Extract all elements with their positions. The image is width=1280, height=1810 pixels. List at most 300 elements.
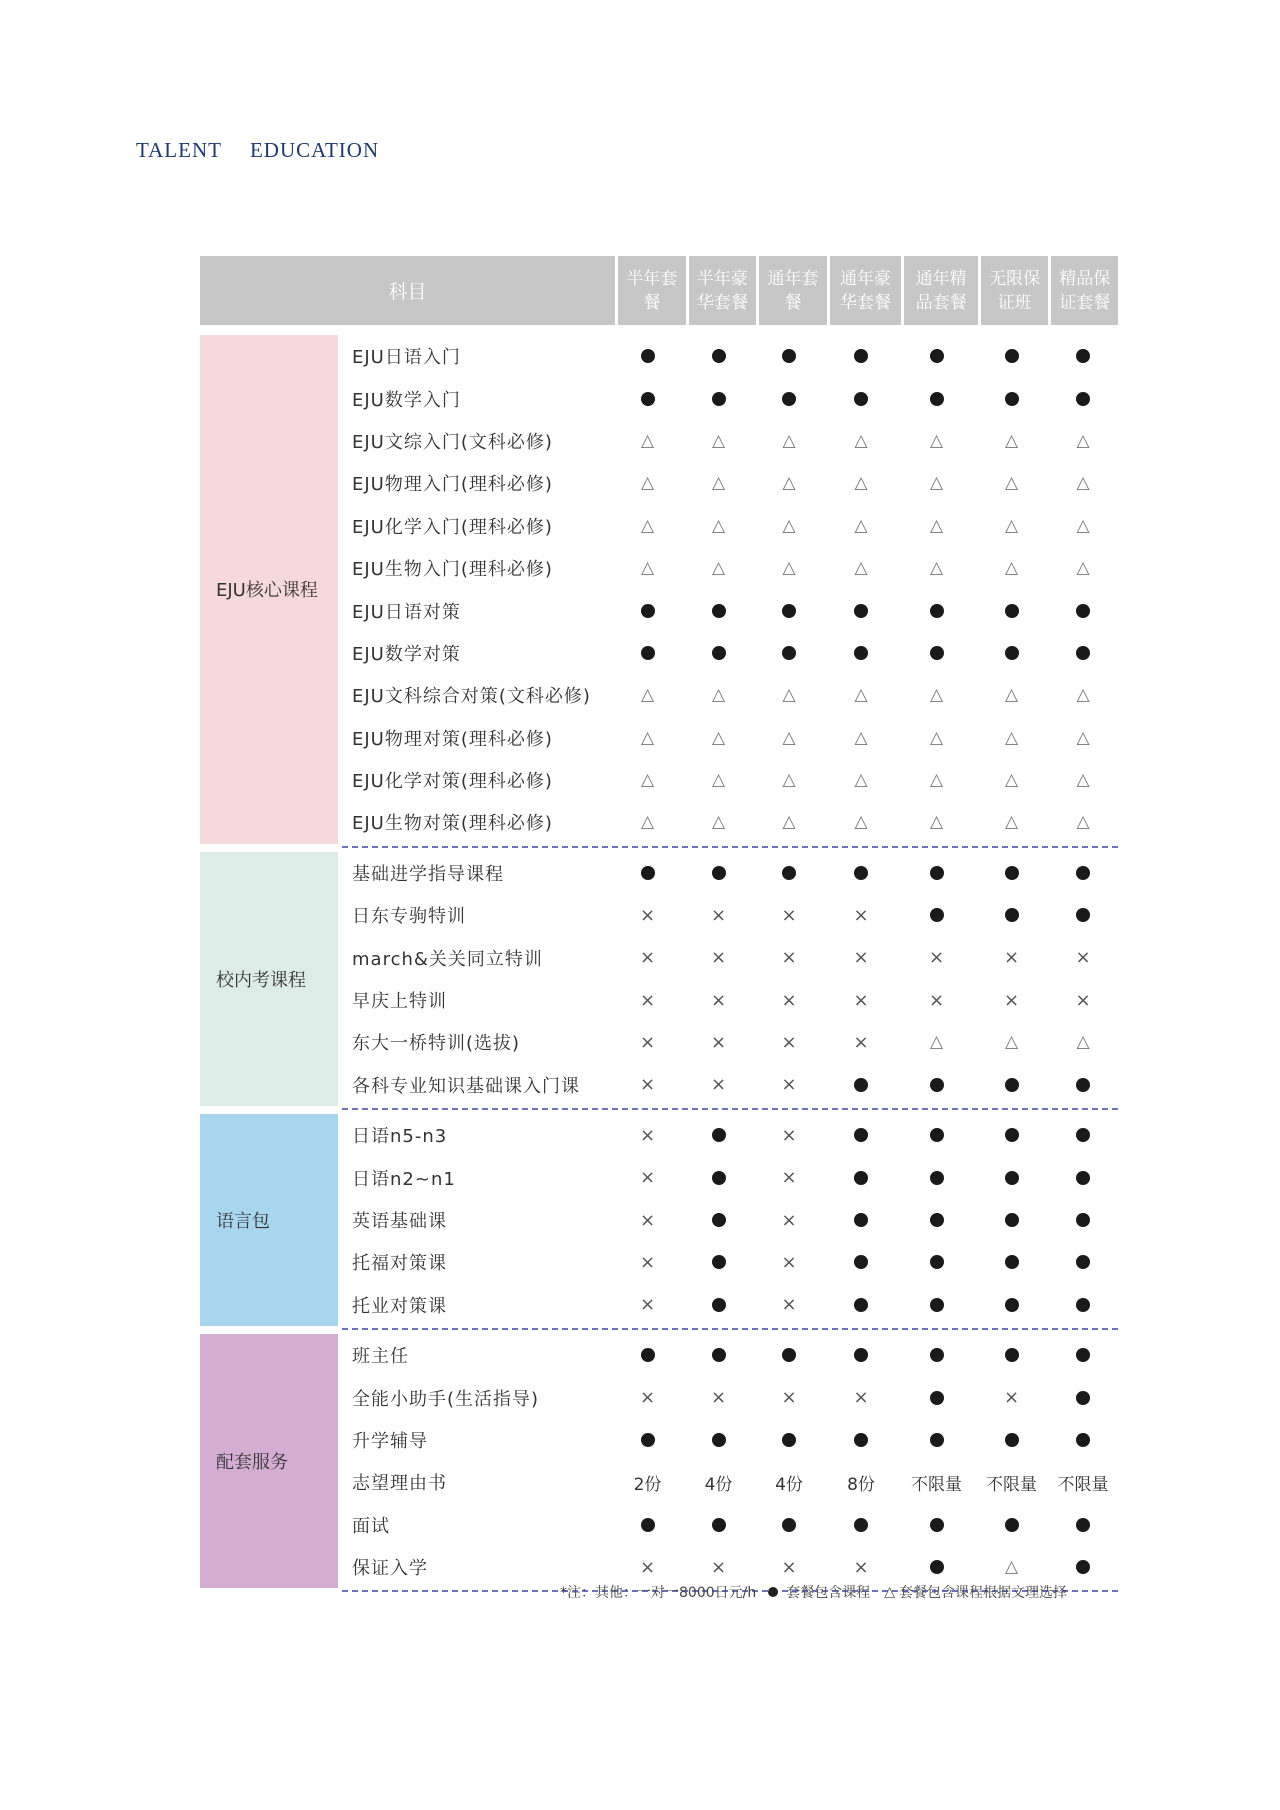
package-cell: [612, 1167, 683, 1188]
triangle-icon: △: [854, 685, 868, 706]
triangle-icon: △: [782, 770, 796, 791]
package-cell: [898, 1391, 975, 1405]
table-row: [342, 1419, 1118, 1461]
cross-icon: ×: [710, 1031, 727, 1053]
filled-dot-icon: [930, 866, 944, 880]
filled-dot-icon: [782, 1433, 796, 1447]
triangle-icon: △: [782, 558, 796, 579]
cross-icon: ×: [639, 1031, 656, 1053]
package-cell: [683, 604, 754, 618]
filled-dot-icon: [1076, 604, 1090, 618]
package-cell: [824, 1128, 898, 1142]
subject-name: 日语n2~n1: [352, 1168, 456, 1190]
cross-icon: ×: [928, 947, 945, 969]
package-cell: [754, 1074, 824, 1095]
package-cell: [683, 1348, 754, 1362]
table-row: [342, 547, 1118, 589]
filled-dot-icon: [1076, 1391, 1090, 1405]
package-cell: [754, 1348, 824, 1362]
package-cell: [754, 866, 824, 880]
package-cell: [1048, 728, 1118, 748]
package-cell: [683, 812, 754, 832]
package-cell: [1048, 866, 1118, 880]
cross-icon: ×: [781, 1251, 797, 1273]
cross-icon: ×: [1003, 989, 1020, 1011]
package-cell: [975, 1433, 1048, 1447]
filled-dot-icon: [1005, 1255, 1019, 1269]
package-cell: [612, 770, 683, 790]
subject-name: 托业对策课: [352, 1295, 447, 1317]
package-cell: [612, 1294, 683, 1315]
filled-dot-icon: [712, 1128, 726, 1142]
package-cell: [683, 1298, 754, 1312]
package-cell: [754, 349, 824, 363]
package-cell: [612, 1557, 683, 1578]
table-row: [342, 1241, 1118, 1283]
package-cell: [1048, 1433, 1118, 1447]
package-cell: [683, 431, 754, 451]
package-cell: [754, 770, 824, 790]
filled-dot-icon: [930, 1518, 944, 1532]
package-cell: [1048, 1032, 1118, 1052]
filled-dot-icon: [930, 1298, 944, 1312]
filled-dot-icon: [930, 349, 944, 363]
legend-note: [560, 1582, 1067, 1602]
package-cell: [1048, 908, 1118, 922]
triangle-icon: △: [711, 770, 726, 791]
package-cell: [898, 1433, 975, 1447]
table-row: [342, 1199, 1118, 1241]
table-section: [200, 1114, 1118, 1326]
cross-icon: ×: [781, 1031, 797, 1053]
cross-icon: ×: [710, 904, 727, 926]
package-cell: [612, 905, 683, 926]
package-cell: [754, 990, 824, 1011]
package-cell: [975, 728, 1048, 748]
quota-value: 不限量: [1057, 1474, 1109, 1495]
package-cell: [824, 349, 898, 363]
package-cell: [1048, 1171, 1118, 1185]
triangle-icon: △: [854, 812, 868, 833]
filled-dot-icon: [1076, 1298, 1090, 1312]
category-label: EJU核心课程: [200, 335, 338, 844]
filled-dot-icon: [641, 646, 655, 660]
triangle-icon: △: [854, 558, 868, 579]
package-cell: [683, 646, 754, 660]
table-row: [342, 1064, 1118, 1106]
table-section: [200, 852, 1118, 1106]
cross-icon: ×: [710, 989, 727, 1011]
package-cell: [898, 1560, 975, 1574]
triangle-icon: △: [1076, 812, 1090, 833]
cross-icon: ×: [639, 1387, 656, 1409]
package-cell: [1048, 1078, 1118, 1092]
table-section: [200, 1334, 1118, 1588]
subject-name: 面试: [352, 1515, 390, 1537]
package-cell: [1048, 990, 1118, 1011]
package-cell: [612, 558, 683, 578]
package-cell: [824, 1470, 898, 1495]
cross-icon: ×: [639, 1251, 656, 1273]
subject-column-header: 科目: [200, 256, 615, 325]
table-row: [342, 1156, 1118, 1198]
cross-icon: ×: [639, 947, 656, 969]
triangle-icon: △: [640, 727, 655, 748]
package-cell: [754, 1433, 824, 1447]
filled-dot-icon: [930, 392, 944, 406]
package-cell: [612, 1387, 683, 1408]
package-cell: [824, 431, 898, 451]
table-row: [342, 1461, 1118, 1503]
section-rows: [342, 1334, 1118, 1588]
subject-name: 早庆上特训: [352, 991, 447, 1013]
filled-dot-icon: [930, 1128, 944, 1142]
filled-dot-icon: [854, 1255, 868, 1269]
package-cell: [824, 558, 898, 578]
cross-icon: ×: [853, 947, 869, 969]
package-cell: [1048, 947, 1118, 968]
package-cell: [975, 604, 1048, 618]
brand-word-education: EDUCATION: [249, 138, 380, 162]
package-cell: [824, 1298, 898, 1312]
package-cell: [824, 473, 898, 493]
package-cell: [612, 947, 683, 968]
subject-name: EJU文综入门(文科必修): [352, 431, 553, 453]
cross-icon: ×: [1075, 947, 1091, 969]
package-cell: [824, 1518, 898, 1532]
package-cell: [754, 1518, 824, 1532]
subject-name: 保证入学: [352, 1558, 428, 1580]
cross-icon: ×: [710, 1074, 727, 1096]
package-cell: [612, 1252, 683, 1273]
triangle-icon: △: [1076, 473, 1090, 494]
table-row: [342, 674, 1118, 716]
package-cell: [754, 1210, 824, 1231]
package-cell: [824, 1032, 898, 1053]
filled-dot-icon: [930, 604, 944, 618]
package-cell: [898, 473, 975, 493]
cross-icon: ×: [928, 989, 945, 1011]
triangle-icon: △: [1004, 515, 1019, 536]
cross-icon: ×: [853, 1031, 869, 1053]
filled-dot-icon: [641, 1348, 655, 1362]
package-cell: [898, 431, 975, 451]
table-row: [342, 1376, 1118, 1418]
filled-dot-icon: [1005, 866, 1019, 880]
package-header: 精品保证套餐: [1051, 256, 1118, 325]
package-cell: [683, 1171, 754, 1185]
note-tri-label: 套餐包含课程根据文理选择: [899, 1585, 1067, 1601]
cross-icon: ×: [781, 947, 797, 969]
filled-dot-icon: [641, 349, 655, 363]
triangle-icon: △: [711, 812, 726, 833]
subject-name: 全能小助手(生活指导): [352, 1388, 540, 1410]
triangle-icon: △: [1004, 558, 1019, 579]
package-cell: [1048, 1348, 1118, 1362]
package-cell: [824, 1078, 898, 1092]
triangle-icon: △: [640, 473, 655, 494]
cross-icon: ×: [781, 989, 797, 1011]
package-cell: [683, 1255, 754, 1269]
cross-icon: ×: [853, 989, 869, 1011]
package-cell: [1048, 392, 1118, 406]
package-cell: [754, 431, 824, 451]
package-cell: [754, 1470, 824, 1495]
cross-icon: ×: [781, 1294, 797, 1316]
triangle-icon: △: [1076, 1032, 1090, 1053]
filled-dot-icon: [930, 646, 944, 660]
triangle-icon: △: [1004, 473, 1019, 494]
package-cell: [1048, 812, 1118, 832]
package-cell: [683, 1128, 754, 1142]
package-cell: [824, 516, 898, 536]
filled-dot-icon: [1076, 1128, 1090, 1142]
cross-icon: ×: [781, 1209, 797, 1231]
package-cell: [898, 866, 975, 880]
triangle-icon: △: [854, 515, 868, 536]
table-row: [342, 589, 1118, 631]
triangle-icon: △: [711, 727, 726, 748]
triangle-icon: △: [1076, 685, 1090, 706]
package-cell: [683, 473, 754, 493]
filled-dot-icon: [1005, 646, 1019, 660]
triangle-icon: △: [1076, 558, 1090, 579]
filled-dot-icon: [1076, 349, 1090, 363]
cross-icon: ×: [639, 1124, 656, 1146]
package-cell: [824, 1557, 898, 1578]
subject-name: 志望理由书: [352, 1473, 447, 1495]
package-cell: [683, 947, 754, 968]
package-cell: [898, 990, 975, 1011]
filled-dot-icon: [641, 866, 655, 880]
cross-icon: ×: [781, 1167, 797, 1189]
filled-dot-icon: [930, 1255, 944, 1269]
filled-dot-icon: [930, 1560, 944, 1574]
triangle-icon: △: [782, 685, 796, 706]
triangle-icon: △: [640, 812, 655, 833]
filled-dot-icon: [930, 1391, 944, 1405]
package-cell: [754, 516, 824, 536]
cross-icon: ×: [639, 1209, 656, 1231]
subject-name: EJU日语入门: [352, 347, 461, 369]
triangle-icon: △: [929, 770, 944, 791]
package-cell: [1048, 1298, 1118, 1312]
triangle-icon: △: [711, 515, 726, 536]
filled-dot-icon: [930, 1078, 944, 1092]
package-cell: [898, 1078, 975, 1092]
table-row: [342, 1021, 1118, 1063]
package-cell: [612, 1210, 683, 1231]
filled-dot-icon: [782, 392, 796, 406]
package-cell: [975, 908, 1048, 922]
triangle-icon: △: [782, 727, 796, 748]
subject-name: EJU数学入门: [352, 389, 461, 411]
package-cell: [1048, 1560, 1118, 1574]
triangle-icon: △: [929, 430, 944, 451]
package-cell: [754, 558, 824, 578]
filled-dot-icon: [1005, 1348, 1019, 1362]
package-cell: [898, 1348, 975, 1362]
package-cell: [683, 1387, 754, 1408]
triangle-icon: △: [1076, 515, 1090, 536]
table-header: [200, 256, 1118, 325]
package-cell: [975, 1518, 1048, 1532]
package-cell: [1048, 1128, 1118, 1142]
triangle-icon: △: [782, 430, 796, 451]
package-cell: [975, 1348, 1048, 1362]
brand-logo-text: [136, 138, 379, 163]
package-cell: [754, 728, 824, 748]
filled-dot-icon: [712, 1518, 726, 1532]
package-cell: [1048, 473, 1118, 493]
package-cell: [975, 1128, 1048, 1142]
table-row: [342, 335, 1118, 377]
filled-dot-icon: [712, 1348, 726, 1362]
subject-name: 升学辅导: [352, 1430, 428, 1452]
package-comparison-table: [200, 256, 1118, 1588]
subject-name: EJU化学对策(理科必修): [352, 771, 553, 793]
table-row: [342, 894, 1118, 936]
filled-dot-icon: [1076, 1213, 1090, 1227]
package-cell: [975, 1470, 1048, 1495]
package-cell: [975, 812, 1048, 832]
table-row: [342, 632, 1118, 674]
filled-dot-icon: [1076, 866, 1090, 880]
triangle-icon: △: [1076, 430, 1090, 451]
package-cell: [975, 392, 1048, 406]
filled-dot-icon: [854, 1433, 868, 1447]
package-cell: [975, 1255, 1048, 1269]
package-cell: [824, 905, 898, 926]
filled-dot-icon: [930, 1213, 944, 1227]
category-label: 语言包: [200, 1114, 338, 1326]
table-row: [342, 1334, 1118, 1376]
subject-name: 各科专业知识基础课入门课: [352, 1075, 580, 1097]
package-cell: [975, 770, 1048, 790]
triangle-icon: △: [929, 812, 944, 833]
package-cell: [1048, 770, 1118, 790]
package-cell: [824, 728, 898, 748]
package-cell: [683, 516, 754, 536]
triangle-icon: △: [854, 770, 868, 791]
triangle-icon: △: [929, 473, 944, 494]
package-cell: [612, 1470, 683, 1495]
cross-icon: ×: [1075, 989, 1091, 1011]
filled-dot-icon: [930, 908, 944, 922]
triangle-icon: △: [1004, 770, 1019, 791]
filled-dot-icon: [1005, 1433, 1019, 1447]
package-cell: [612, 392, 683, 406]
subject-name: EJU生物对策(理科必修): [352, 813, 553, 835]
package-cell: [683, 349, 754, 363]
table-row: [342, 852, 1118, 894]
subject-name: 基础进学指导课程: [352, 863, 504, 885]
table-row: [342, 936, 1118, 978]
package-cell: [898, 1213, 975, 1227]
package-cell: [1048, 646, 1118, 660]
filled-dot-icon: [1076, 392, 1090, 406]
filled-dot-icon: [854, 604, 868, 618]
triangle-icon: △: [1004, 685, 1019, 706]
package-cell: [898, 646, 975, 660]
filled-dot-icon: [1076, 1078, 1090, 1092]
package-cell: [754, 1125, 824, 1146]
package-cell: [898, 604, 975, 618]
triangle-icon: △: [1004, 1557, 1019, 1578]
package-cell: [612, 1125, 683, 1146]
triangle-icon: △: [1004, 812, 1019, 833]
package-cell: [1048, 1518, 1118, 1532]
package-cell: [975, 516, 1048, 536]
table-section: [200, 335, 1118, 844]
cross-icon: ×: [781, 1556, 797, 1578]
subject-name: 东大一桥特训(选拔): [352, 1033, 521, 1055]
package-cell: [612, 1518, 683, 1532]
filled-dot-icon: [1005, 908, 1019, 922]
filled-dot-icon: [1076, 1348, 1090, 1362]
package-cell: [612, 473, 683, 493]
package-cell: [1048, 349, 1118, 363]
filled-dot-icon: [782, 1348, 796, 1362]
package-cell: [975, 349, 1048, 363]
triangle-icon: △: [711, 430, 726, 451]
package-cell: [612, 604, 683, 618]
filled-dot-icon: [782, 604, 796, 618]
filled-dot-icon: [854, 349, 868, 363]
cross-icon: ×: [1003, 947, 1020, 969]
package-cell: [612, 516, 683, 536]
filled-dot-icon: [712, 1433, 726, 1447]
package-cell: [898, 770, 975, 790]
package-cell: [975, 1032, 1048, 1052]
filled-dot-icon: [930, 1433, 944, 1447]
filled-dot-icon: [1005, 1298, 1019, 1312]
package-cell: [1048, 1255, 1118, 1269]
package-cell: [1048, 516, 1118, 536]
package-cell: [612, 728, 683, 748]
package-header: 无限保证班: [981, 256, 1049, 325]
note-dot-label: 套餐包含课程: [786, 1585, 871, 1601]
filled-dot-icon: [712, 1213, 726, 1227]
category-label: 校内考课程: [200, 852, 338, 1106]
package-header: 通年精品套餐: [904, 256, 978, 325]
brand-word-talent: TALENT: [136, 138, 222, 162]
package-cell: [612, 990, 683, 1011]
package-cell: [1048, 685, 1118, 705]
package-cell: [612, 431, 683, 451]
quota-value: 不限量: [911, 1474, 962, 1495]
package-cell: [824, 646, 898, 660]
cross-icon: ×: [639, 1167, 656, 1189]
package-cell: [683, 1518, 754, 1532]
filled-dot-icon: [1076, 1433, 1090, 1447]
package-cell: [975, 685, 1048, 705]
package-cell: [754, 1387, 824, 1408]
package-header: 半年套餐: [618, 256, 686, 325]
package-cell: [975, 1298, 1048, 1312]
package-cell: [975, 646, 1048, 660]
package-header: 通年豪华套餐: [830, 256, 902, 325]
package-cell: [612, 1433, 683, 1447]
package-cell: [754, 1557, 824, 1578]
package-cell: [612, 685, 683, 705]
filled-dot-icon: [1005, 349, 1019, 363]
subject-name: 英语基础课: [352, 1211, 447, 1232]
subject-name: EJU日语对策: [352, 601, 461, 623]
package-cell: [975, 1171, 1048, 1185]
package-cell: [824, 812, 898, 832]
filled-dot-icon: [768, 1587, 778, 1597]
